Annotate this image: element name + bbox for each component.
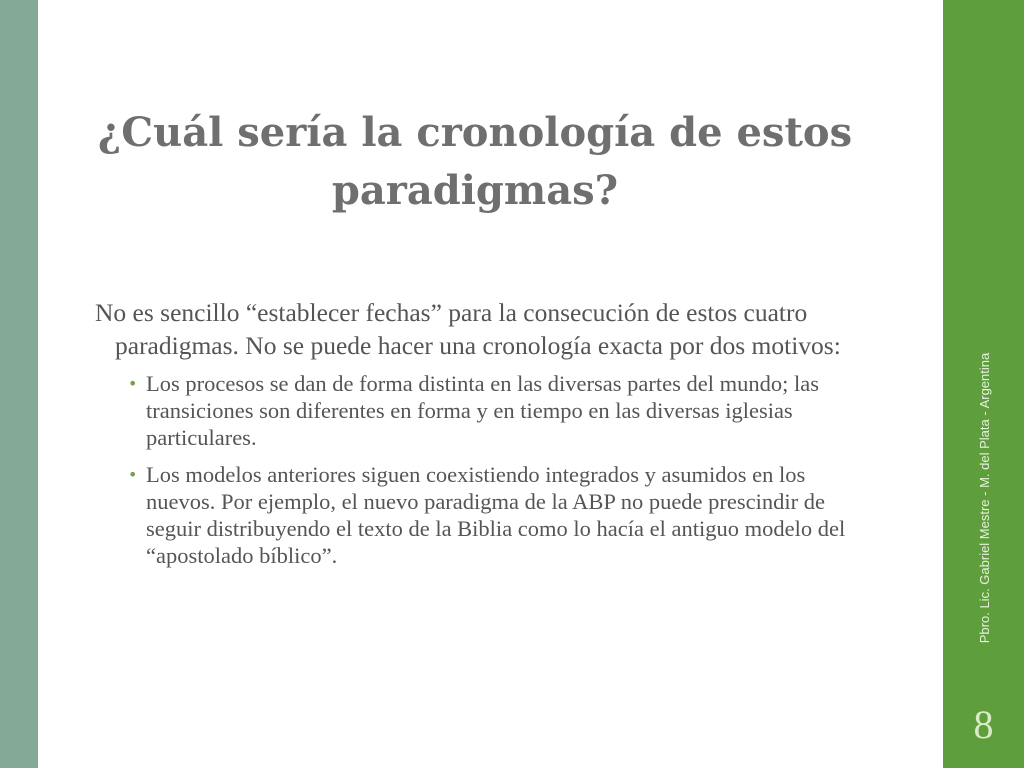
bullet-list: [95, 370, 855, 569]
bullet-text: Los procesos se dan de forma distinta en las diversas partes del mundo; las transiciones son diferentes en forma y en tiempo en las diversas iglesias particulares.: [146, 371, 819, 450]
page-number: 8: [973, 702, 994, 747]
bullet-icon: •: [128, 374, 138, 393]
author-credit: Pbro. Lic. Gabriel Mestre - M. del Plata - Argentina: [977, 352, 992, 644]
slide-title: ¿Cuál sería la cronología de estos paradigmas?: [97, 109, 853, 214]
bullet-icon: •: [128, 465, 138, 484]
bullet-item: [95, 370, 855, 451]
slide-body: [95, 296, 855, 579]
left-accent-bar: [0, 0, 38, 768]
intro-paragraph: No es sencillo “establecer fechas” para la consecución de estos cuatro paradigmas. No se puede hacer una cronología exacta por dos motivos:: [95, 298, 841, 360]
bullet-item: [95, 461, 855, 569]
bullet-text: Los modelos anteriores siguen coexistiendo integrados y asumidos en los nuevos. Por ejemplo, el nuevo paradigma de la ABP no puede prescindir de seguir distribuyendo el texto de la Biblia como lo hacía el antiguo modelo del “apostolado bíblico”.: [146, 462, 846, 568]
